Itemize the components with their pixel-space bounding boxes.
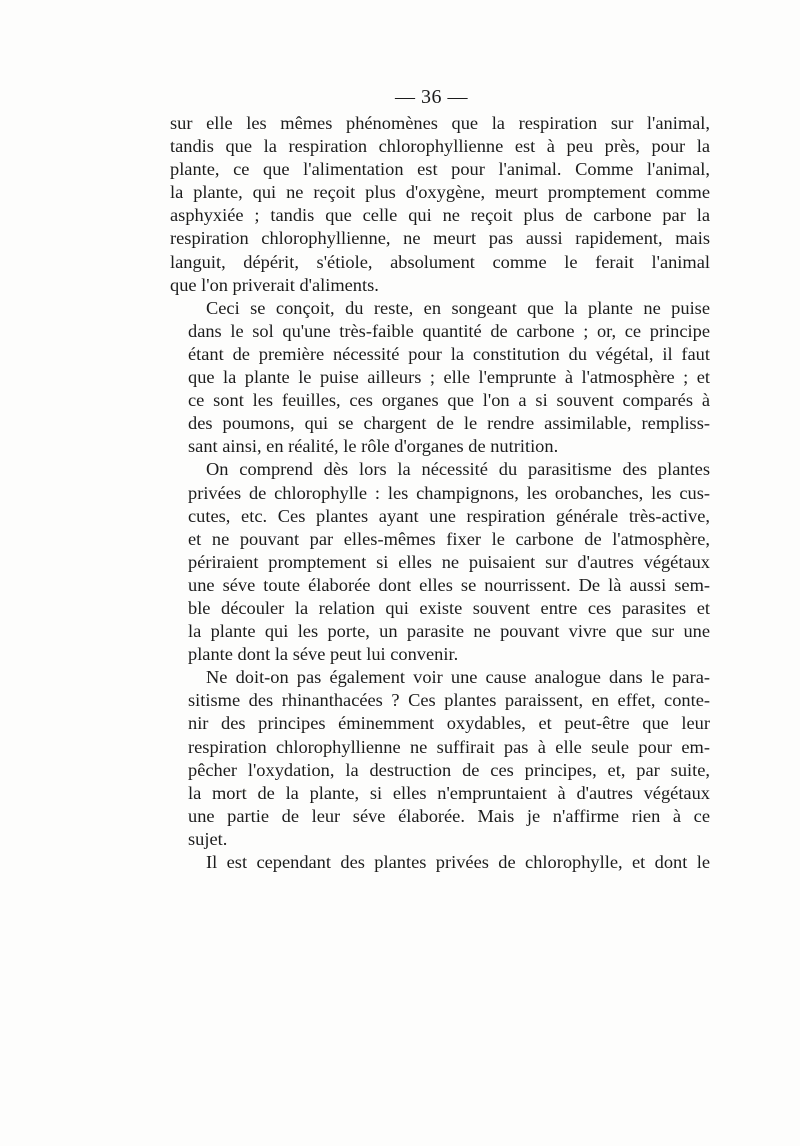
text-line: respiration chlorophyllienne ne suffirait pas à elle seule pour em-: [188, 736, 710, 757]
text-line: ble découler la relation qui existe souvent entre ces parasites et: [188, 597, 710, 618]
text-line: pêcher l'oxydation, la destruction de ces principes, et, par suite,: [188, 759, 710, 780]
text-line: sitisme des rhinanthacées ? Ces plantes paraissent, en effet, conte-: [188, 690, 710, 711]
text-line: Ceci se conçoit, du reste, en songeant que la plante ne puise: [206, 297, 710, 318]
paragraph: [170, 458, 710, 666]
paragraph: [170, 112, 710, 297]
paragraph: [170, 297, 710, 459]
text-line: périraient promptement si elles ne puisaient sur d'autres végétaux: [188, 551, 710, 572]
text-line: sujet.: [188, 828, 228, 849]
text-line: sant ainsi, en réalité, le rôle d'organes de nutrition.: [188, 436, 559, 457]
text-line: asphyxiée ; tandis que celle qui ne reçoit plus de carbone par la: [170, 205, 710, 226]
paragraph: [170, 851, 710, 874]
text-line: une séve toute élaborée dont elles se nourrissent. De là aussi sem-: [188, 574, 710, 595]
text-line: Il est cependant des plantes privées de chlorophylle, et dont le: [206, 852, 710, 872]
text-line: que l'on priverait d'aliments.: [170, 274, 379, 295]
text-line: plante dont la séve peut lui convenir.: [188, 644, 459, 665]
text-line: une partie de leur séve élaborée. Mais je n'affirme rien à ce: [188, 805, 710, 826]
text-line: Ne doit-on pas également voir une cause analogue dans le para-: [206, 667, 710, 688]
text-line: la mort de la plante, si elles n'empruntaient à d'autres végétaux: [188, 782, 710, 803]
text-line: cutes, etc. Ces plantes ayant une respiration générale très-active,: [188, 505, 710, 526]
text-line: la plante, qui ne reçoit plus d'oxygène, meurt promptement comme: [170, 182, 710, 203]
text-line: privées de chlorophylle : les champignons, les orobanches, les cus-: [188, 482, 710, 503]
text-line: que la plante le puise ailleurs ; elle l'emprunte à l'atmosphère ; et: [188, 367, 710, 388]
text-line: des poumons, qui se chargent de le rendre assimilable, rempliss-: [188, 413, 710, 434]
text-line: respiration chlorophyllienne, ne meurt pas aussi rapidement, mais: [170, 228, 710, 249]
text-line: tandis que la respiration chlorophyllienne est à peu près, pour la: [170, 136, 710, 157]
text-line: nir des principes éminemment oxydables, et peut-être que leur: [188, 713, 710, 734]
text-line: étant de première nécessité pour la constitution du végétal, il faut: [188, 343, 710, 364]
body-text: [170, 112, 710, 874]
text-line: On comprend dès lors la nécessité du parasitisme des plantes: [206, 459, 710, 480]
paragraph: [170, 666, 710, 851]
text-line: plante, ce que l'alimentation est pour l'animal. Comme l'animal,: [170, 159, 710, 180]
page-number: — 36 —: [395, 86, 468, 108]
text-line: dans le sol qu'une très-faible quantité de carbone ; or, ce principe: [188, 320, 710, 341]
text-line: sur elle les mêmes phénomènes que la respiration sur l'animal,: [170, 113, 710, 133]
text-line: ce sont les feuilles, ces organes que l'on a si souvent comparés à: [188, 390, 710, 411]
text-line: la plante qui les porte, un parasite ne pouvant vivre que sur une: [188, 621, 710, 642]
text-line: et ne pouvant par elles-mêmes fixer le carbone de l'atmosphère,: [188, 528, 710, 549]
text-line: languit, dépérit, s'étiole, absolument comme le ferait l'animal: [170, 251, 710, 272]
